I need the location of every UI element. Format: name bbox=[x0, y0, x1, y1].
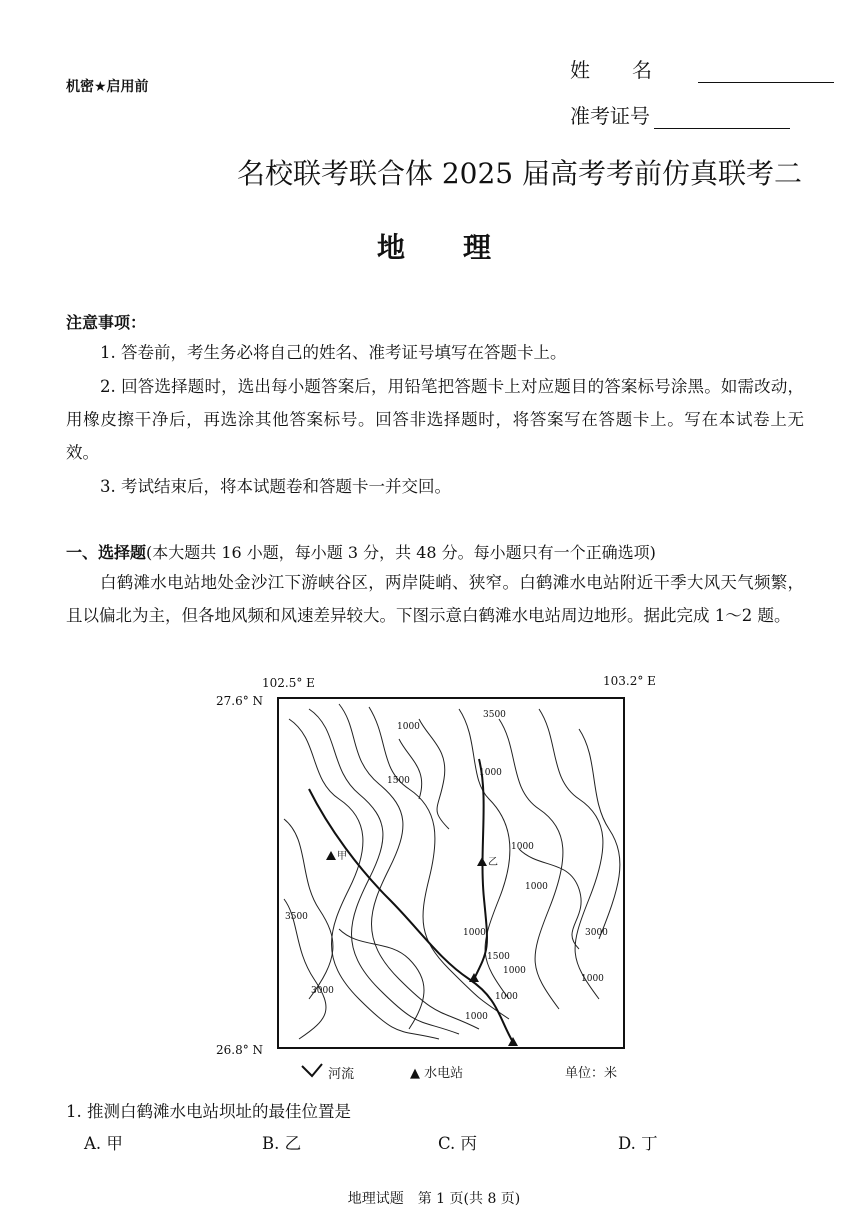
contour-line bbox=[339, 929, 424, 1029]
triangle-icon: ▲ bbox=[410, 1066, 420, 1081]
legend-river bbox=[300, 1062, 354, 1082]
contour-label: 1000 bbox=[463, 928, 486, 938]
lon-right-label: 103.2° E bbox=[603, 674, 656, 688]
section-title: 一、选择题 bbox=[66, 543, 147, 562]
note-item-2: 2. 回答选择题时，选出每小题答案后，用铅笔把答题卡上对应题目的答案标号涂黑。如需改动，用橡皮擦干净后，再选涂其他答案标号。回答非选择题时，将答案写在答题卡上。写在本试卷上无效。 bbox=[66, 377, 804, 462]
station-marker bbox=[477, 857, 487, 866]
exam-id-label: 准考证号 bbox=[570, 104, 650, 128]
note-item-1: 1. 答卷前，考生务必将自己的姓名、准考证号填写在答题卡上。 bbox=[100, 343, 567, 362]
option-b[interactable]: B. 乙 bbox=[262, 1134, 302, 1153]
contour-label: 3000 bbox=[311, 986, 334, 996]
legend-station-label: 水电站 bbox=[424, 1066, 464, 1081]
map-unit: 单位：米 bbox=[565, 1066, 618, 1081]
page-footer: 地理试题 第 1 页(共 8 页) bbox=[347, 1191, 521, 1207]
contour-line bbox=[419, 719, 449, 829]
option-c[interactable]: C. 丙 bbox=[438, 1134, 478, 1153]
contour-label: 1000 bbox=[495, 992, 518, 1002]
option-a[interactable]: A. 甲 bbox=[84, 1134, 123, 1153]
section-heading bbox=[66, 540, 656, 563]
lon-left-label: 102.5° E bbox=[262, 676, 315, 690]
exam-title: 名校联考联合体 2025 届高考考前仿真联考二 bbox=[236, 157, 802, 190]
contour-label: 1000 bbox=[503, 966, 526, 976]
question-1: 1. 推测白鹤滩水电站坝址的最佳位置是 bbox=[66, 1102, 351, 1121]
legend-station bbox=[410, 1062, 463, 1081]
lat-top-label: 27.6° N bbox=[216, 694, 264, 708]
legend-river-label: 河流 bbox=[328, 1067, 355, 1082]
contour-line bbox=[284, 819, 333, 999]
exam-id-field[interactable] bbox=[570, 100, 790, 129]
name-blank[interactable] bbox=[698, 60, 834, 83]
station-marker bbox=[326, 851, 336, 860]
station-marker bbox=[469, 973, 479, 982]
contour-map-svg bbox=[279, 699, 623, 1047]
notes-heading: 注意事项： bbox=[66, 313, 147, 332]
contour-label: 3500 bbox=[483, 710, 506, 720]
lat-bottom-label: 26.8° N bbox=[216, 1043, 264, 1057]
name-label: 姓名 bbox=[570, 58, 694, 82]
contour-label: 1000 bbox=[465, 1012, 488, 1022]
passage: 白鹤滩水电站地处金沙江下游峡谷区，两岸陡峭、狭窄。白鹤滩水电站附近干季大风天气频繁，且以偏北为主，但各地风频和风速差异较大。下图示意白鹤滩水电站周边地形。据此完成 1～2 题。 bbox=[66, 573, 804, 625]
contour-label: 1000 bbox=[525, 882, 548, 892]
contour-label: 3000 bbox=[585, 928, 608, 938]
contour-label: 1000 bbox=[581, 974, 604, 984]
confidential-label: 机密★启用前 bbox=[66, 79, 149, 95]
contour-label: 1000 bbox=[397, 722, 420, 732]
option-d[interactable]: D. 丁 bbox=[618, 1134, 658, 1153]
station-label: 甲 bbox=[337, 851, 347, 862]
name-field[interactable] bbox=[570, 54, 834, 83]
subject-title: 地理 bbox=[376, 231, 549, 264]
contour-line bbox=[539, 709, 603, 999]
exam-id-blank[interactable] bbox=[654, 106, 790, 129]
station-label: 乙 bbox=[488, 857, 498, 868]
note-item-3: 3. 考试结束后，将本试题卷和答题卡一并交回。 bbox=[100, 477, 451, 496]
river-legend-icon bbox=[300, 1062, 324, 1078]
contour-label: 1000 bbox=[479, 768, 502, 778]
contour-label: 3500 bbox=[285, 912, 308, 922]
contour-label: 1500 bbox=[487, 952, 510, 962]
contour-label: 1500 bbox=[387, 776, 410, 786]
section-desc: (本大题共 16 小题，每小题 3 分，共 48 分。每小题只有一个正确选项) bbox=[146, 543, 656, 562]
contour-line bbox=[519, 849, 581, 949]
contour-label: 1000 bbox=[511, 842, 534, 852]
station-marker bbox=[508, 1037, 518, 1046]
terrain-map bbox=[277, 697, 625, 1049]
